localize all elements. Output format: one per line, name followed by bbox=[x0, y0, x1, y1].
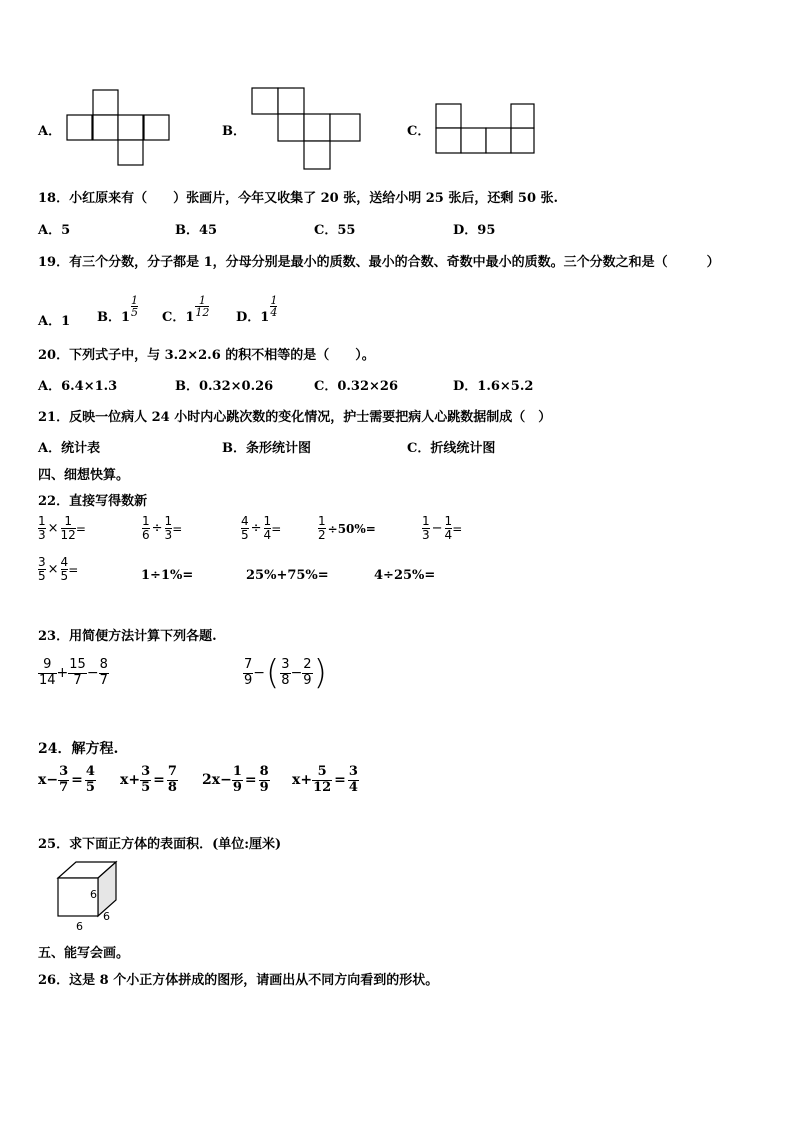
q19-option-d: D．1 1 4 bbox=[236, 293, 278, 325]
q22-expr-7: 1÷1%= bbox=[141, 568, 194, 583]
q22-expr-4: $\frac{1}{2}$ ÷50%= bbox=[318, 514, 376, 543]
cube-net-c bbox=[0, 0, 794, 200]
q20-option-a: A．6.4×1.3 bbox=[38, 379, 118, 394]
option-c-label: C． bbox=[407, 124, 431, 139]
q22-expr-3: $\frac{4}{5}$ ÷ $\frac{1}{4}$ = bbox=[241, 514, 282, 543]
q22-expr-1: $\frac{1}{3}$ × $\frac{1}{12}$ = bbox=[38, 514, 86, 543]
question-18-stem: 18．小红原来有（ ）张画片，今年又收集了 20 张，送给小明 25 张后，还剩 50 张. bbox=[38, 191, 559, 206]
q24-equation-2: x+ $\frac{3}{5}$ = $\frac{7}{8}$ bbox=[120, 764, 177, 795]
q20-option-b: B．0.32×0.26 bbox=[175, 379, 274, 394]
q18-option-a: A．5 bbox=[38, 223, 71, 238]
question-21-stem: 21．反映一位病人 24 小时内心跳次数的变化情况，护士需要把病人心跳数据制成（ ） bbox=[38, 410, 552, 425]
q20-option-d: D．1.6×5.2 bbox=[453, 379, 534, 394]
q24-equation-4: x+ $\frac{5}{12}$ = $\frac{3}{4}$ bbox=[292, 764, 358, 795]
question-24-stem: 24．解方程. bbox=[38, 741, 119, 757]
q19-option-c: C．1 1 12 bbox=[162, 293, 210, 325]
q21-option-c: C．折线统计图 bbox=[407, 441, 496, 456]
question-25-stem: 25．求下面正方体的表面积．(单位:厘米) bbox=[38, 837, 282, 852]
q22-expr-9: 4÷25%= bbox=[374, 568, 436, 583]
q22-expr-5: 1 3 − $\frac{1}{4}$ = bbox=[422, 514, 463, 543]
q18-option-b: B．45 bbox=[175, 223, 218, 238]
option-b-label: B． bbox=[222, 124, 246, 139]
q19-option-a: A．1 bbox=[38, 314, 71, 329]
q24-equation-3: 2x− $\frac{1}{9}$ = $\frac{8}{9}$ bbox=[202, 764, 269, 795]
option-a-label: A． bbox=[38, 124, 62, 139]
question-26-stem: 26．这是 8 个小正方体拼成的图形，请画出从不同方向看到的形状。 bbox=[38, 973, 439, 988]
q21-option-b: B．条形统计图 bbox=[222, 441, 311, 456]
q20-option-c: C．0.32×26 bbox=[314, 379, 398, 394]
cube-label-side: 6 bbox=[103, 910, 110, 923]
q23-expr-2: $\frac{7}{9}$ − ( $\frac{3}{8}$ − $\frac{2}{9}$ ) bbox=[244, 653, 327, 693]
q18-option-c: C．55 bbox=[314, 223, 356, 238]
q22-expr-2: $\frac{1}{6}$ ÷ $\frac{1}{3}$ = bbox=[142, 514, 183, 543]
cube-label-front: 6 bbox=[90, 888, 97, 901]
q22-expr-6: $\frac{3}{5}$ × $\frac{4}{5}$ = bbox=[38, 555, 79, 584]
q19-option-b: B．1 1 5 bbox=[97, 293, 139, 325]
section-5-heading: 五、能写会画。 bbox=[38, 946, 130, 961]
section-4-heading: 四、细想快算。 bbox=[38, 468, 130, 483]
cube-label-bottom: 6 bbox=[76, 920, 83, 933]
q21-option-a: A．统计表 bbox=[38, 441, 101, 456]
q23-expr-1: $\frac{9}{14}$ + $\frac{15}{7}$ − $\frac{8}{7}$ bbox=[39, 657, 108, 688]
q22-expr-8: 25%+75%= bbox=[246, 568, 329, 583]
question-19-stem: 19．有三个分数，分子都是 1，分母分别是最小的质数、最小的合数、奇数中最小的质数。三个分数之和是（ ） bbox=[38, 255, 720, 270]
question-20-stem: 20．下列式子中，与 3.2×2.6 的积不相等的是（ ）。 bbox=[38, 348, 375, 363]
question-23-stem: 23．用简便方法计算下列各题. bbox=[38, 629, 217, 644]
q24-equation-1: x− $\frac{3}{7}$ = $\frac{4}{5}$ bbox=[38, 764, 95, 795]
question-22-stem: 22．直接写得数新 bbox=[38, 494, 148, 509]
q18-option-d: D．95 bbox=[453, 223, 496, 238]
